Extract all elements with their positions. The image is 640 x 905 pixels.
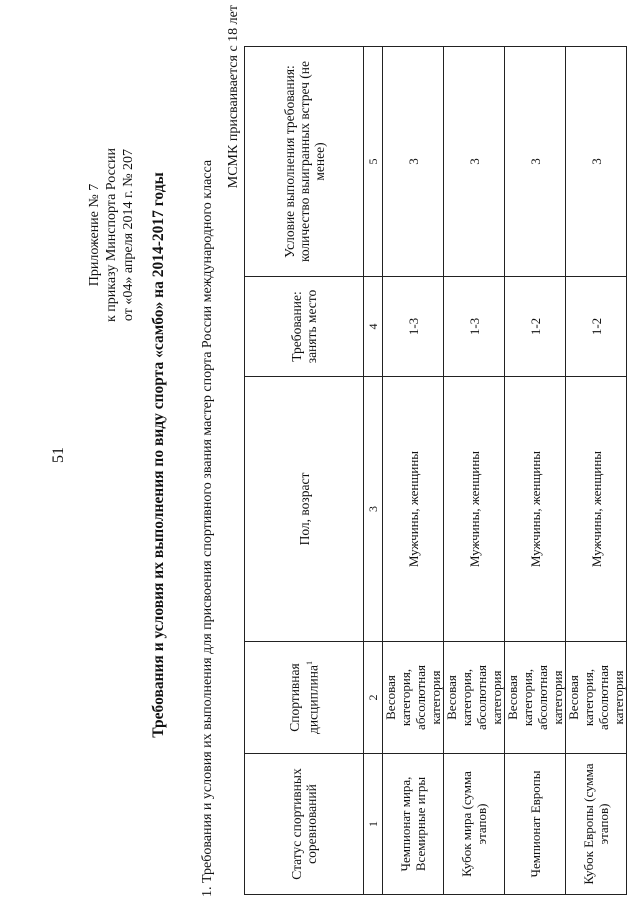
header-discipline-text: Спортивная дисциплина [287, 663, 321, 734]
column-number-row [364, 47, 383, 895]
intro-text: 1. Требования и условия их выполнения для присвоения спортивного звания мастер спорта России международного класса [200, 159, 215, 897]
column-number: 1 [364, 754, 383, 895]
header-gender: Пол, возраст [245, 377, 364, 642]
table-row [444, 47, 505, 895]
cell-gender: Мужчины, женщины [566, 377, 627, 642]
footnote-mark: 1 [305, 661, 315, 666]
cell-discipline: Весовая категория, абсолютная категория [505, 642, 566, 754]
page-number: 51 [50, 447, 67, 463]
cell-wins: 3 [566, 47, 627, 277]
table-row [505, 47, 566, 895]
cell-status: Кубок мира (сумма этапов) [444, 754, 505, 895]
column-number: 5 [364, 47, 383, 277]
header-condition: Условие выполнения требования: количество выигранных встреч (не менее) [245, 47, 364, 277]
cell-wins: 3 [444, 47, 505, 277]
cell-wins: 3 [505, 47, 566, 277]
cell-wins: 3 [383, 47, 444, 277]
cell-gender: Мужчины, женщины [505, 377, 566, 642]
appendix-header [86, 85, 137, 385]
appendix-line-2: к приказу Минспорта России [104, 148, 119, 322]
table-header-row [245, 47, 364, 895]
column-number: 2 [364, 642, 383, 754]
cell-status: Чемпионат Европы [505, 754, 566, 895]
column-number: 4 [364, 277, 383, 377]
header-status: Статус спортивных соревнований [245, 754, 364, 895]
requirements-table [244, 46, 627, 895]
cell-discipline: Весовая категория, абсолютная категория [383, 642, 444, 754]
table-row [566, 47, 627, 895]
age-note: МСМК присваивается с 18 лет [226, 5, 241, 189]
column-number: 3 [364, 377, 383, 642]
cell-status: Чемпионат мира, Всемирные игры [383, 754, 444, 895]
document-title: Требования и условия их выполнения по виду спорта «самбо» на 2014-2017 годы [150, 172, 167, 738]
cell-discipline: Весовая категория, абсолютная категория [444, 642, 505, 754]
cell-discipline: Весовая категория, абсолютная категория [566, 642, 627, 754]
cell-place: 1-2 [566, 277, 627, 377]
appendix-line-1: Приложение № 7 [87, 183, 102, 287]
header-place: Требование: занять место [245, 277, 364, 377]
cell-status: Кубок Европы (сумма этапов) [566, 754, 627, 895]
cell-place: 1-2 [505, 277, 566, 377]
cell-place: 1-3 [383, 277, 444, 377]
table-row [383, 47, 444, 895]
cell-gender: Мужчины, женщины [383, 377, 444, 642]
cell-gender: Мужчины, женщины [444, 377, 505, 642]
cell-place: 1-3 [444, 277, 505, 377]
header-discipline [245, 642, 364, 754]
appendix-line-3: от «04» апреля 2014 г. № 207 [121, 148, 136, 322]
